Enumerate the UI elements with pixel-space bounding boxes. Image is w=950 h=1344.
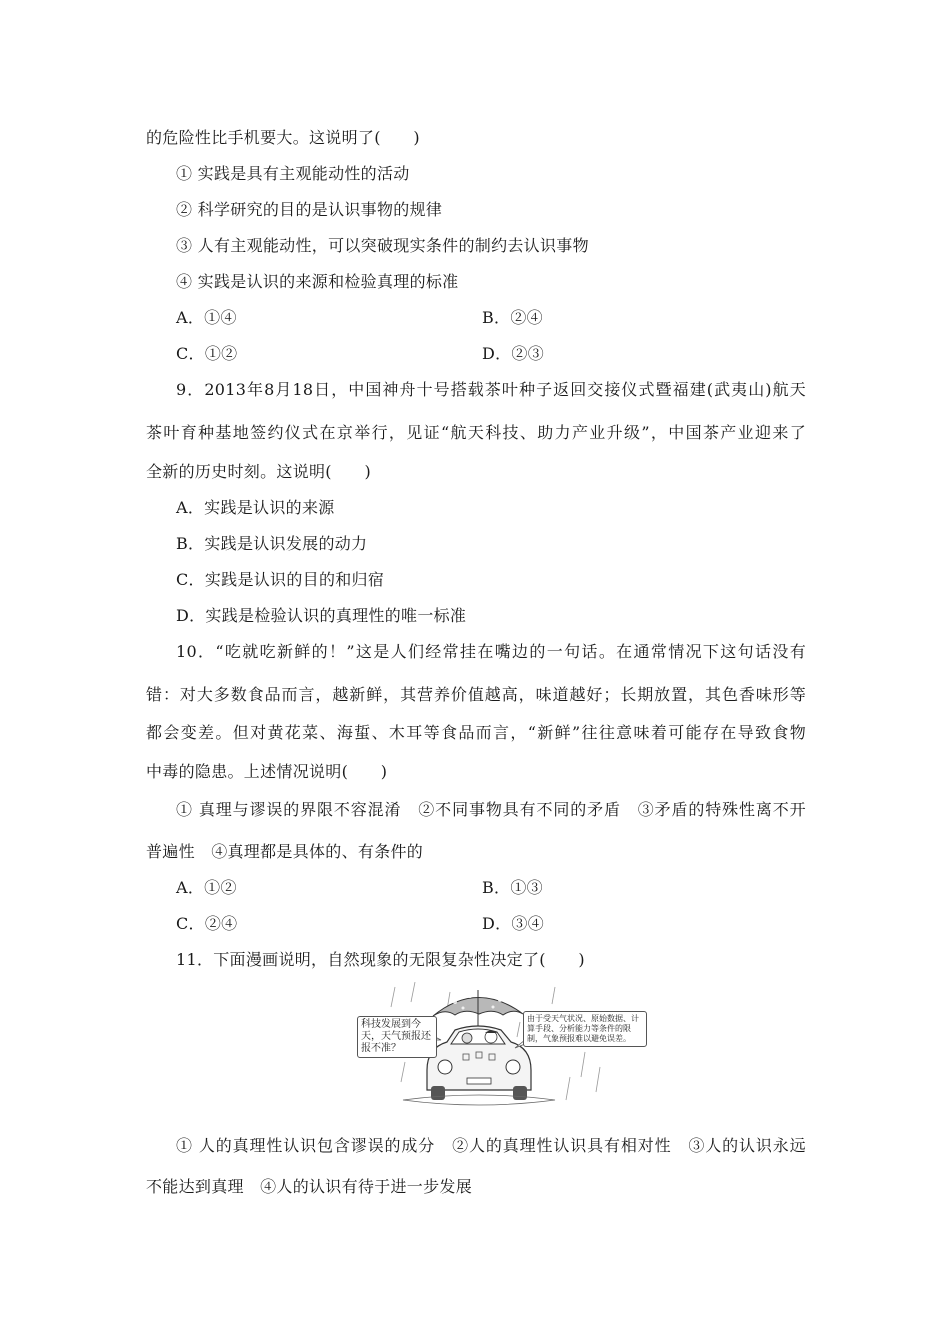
q8-statement-3: ③ 人有主观能动性，可以突破现实条件的制约去认识事物 xyxy=(176,236,589,255)
q9-stem-line-1: 9．2013年8月18日，中国神舟十号搭载茶叶种子返回交接仪式暨福建(武夷山)航天 xyxy=(176,380,806,399)
speech-bubble-right: 由于受天气状况、原始数据、计算手段、分析能力等条件的限制，气象预报难以避免误差。 xyxy=(523,1011,647,1047)
weather-forecast-cartoon xyxy=(355,982,647,1112)
q8-stem-end: 的危险性比手机要大。这说明了( ) xyxy=(146,128,420,147)
q9-option-b: B．实践是认识发展的动力 xyxy=(176,534,368,553)
q10-option-c: C．②④ xyxy=(176,914,238,933)
q9-stem-line-3: 全新的历史时刻。这说明( ) xyxy=(146,462,371,481)
q10-stem-line-2: 错：对大多数食品而言，越新鲜，其营养价值越高，味道越好；长期放置，其色香味形等 xyxy=(146,685,806,704)
q11-statements-line-1: ① 人的真理性认识包含谬误的成分 ②人的真理性认识具有相对性 ③人的认识永远 xyxy=(176,1136,806,1155)
q8-option-c: C．①② xyxy=(176,344,238,363)
q8-statement-4: ④ 实践是认识的来源和检验真理的标准 xyxy=(176,272,459,291)
speech-bubble-left: 科技发展到今天，天气预报还报不准？ xyxy=(357,1016,437,1058)
q10-option-a: A．①② xyxy=(176,878,237,897)
q8-option-a: A．①④ xyxy=(176,308,237,327)
q8-option-d: D．②③ xyxy=(482,344,545,363)
q9-option-a: A．实践是认识的来源 xyxy=(176,498,335,517)
q9-option-d: D．实践是检验认识的真理性的唯一标准 xyxy=(176,606,467,625)
q10-stem-line-1: 10．“吃就吃新鲜的！”这是人们经常挂在嘴边的一句话。在通常情况下这句话没有 xyxy=(176,642,806,661)
q8-statement-2: ② 科学研究的目的是认识事物的规律 xyxy=(176,200,443,219)
q10-option-b: B．①③ xyxy=(482,878,543,897)
q9-option-c: C．实践是认识的目的和归宿 xyxy=(176,570,385,589)
q11-stem: 11．下面漫画说明，自然现象的无限复杂性决定了( ) xyxy=(176,950,585,969)
q10-statements-line-2: 普遍性 ④真理都是具体的、有条件的 xyxy=(146,842,424,861)
q11-statements-line-2: 不能达到真理 ④人的认识有待于进一步发展 xyxy=(146,1177,473,1196)
q8-statement-1: ① 实践是具有主观能动性的活动 xyxy=(176,164,410,183)
q10-stem-line-3: 都会变差。但对黄花菜、海蜇、木耳等食品而言，“新鲜”往往意味着可能存在导致食物 xyxy=(146,723,806,742)
q10-stem-line-4: 中毒的隐患。上述情况说明( ) xyxy=(146,762,388,781)
q8-option-b: B．②④ xyxy=(482,308,543,327)
q10-statements-line-1: ① 真理与谬误的界限不容混淆 ②不同事物具有不同的矛盾 ③矛盾的特殊性离不开 xyxy=(176,800,806,819)
q9-stem-line-2: 茶叶育种基地签约仪式在京举行，见证“航天科技、助力产业升级”，中国茶产业迎来了 xyxy=(146,423,806,442)
q10-option-d: D．③④ xyxy=(482,914,545,933)
